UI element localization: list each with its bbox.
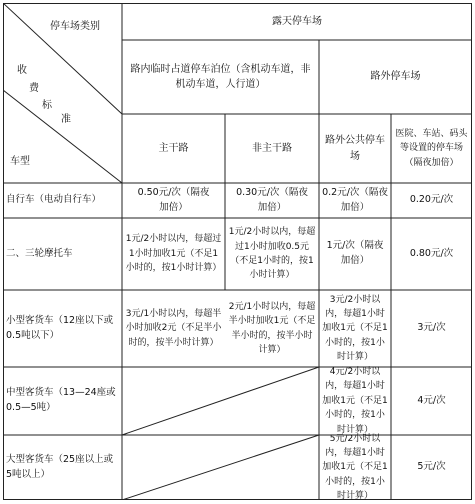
- header-special-lot: 医院、车站、码头等设置的停车场（隔夜加倍）: [395, 128, 468, 168]
- corner-fee-char-2: 费: [29, 83, 39, 94]
- row-large-vehicle-public: 5元/2小时以内，每超1小时加收1元（不足1小时的，按1小时计算）: [322, 433, 388, 502]
- corner-fee-char-3: 标: [42, 100, 52, 111]
- header-outdoor-lot: 露天停车场: [272, 15, 322, 27]
- merged-diagonal-medium: [122, 367, 319, 435]
- header-non-main-road: 非主干路: [252, 142, 292, 154]
- row-bicycle-nonmain: 0.30元/次（隔夜加倍）: [236, 186, 308, 213]
- row-motorcycle-nonmain: 1元/2小时以内，每超过1小时加收0.5元（不足1小时的，按1小时计算）: [228, 227, 316, 281]
- row-small-vehicle-special: 3元/次: [417, 322, 446, 334]
- row-small-vehicle-public: 3元/2小时以内，每超1小时加收1元（不足1小时的，按1小时计算）: [322, 294, 388, 363]
- row-medium-vehicle-special: 4元/次: [417, 394, 446, 406]
- corner-category-label: 停车场类别: [50, 21, 100, 32]
- row-medium-vehicle-public: 4元/2小时以内，每超1小时加收1元（不足1小时的，按1小时计算）: [322, 367, 388, 435]
- row-large-vehicle-special: 5元/次: [417, 461, 446, 473]
- fee-table: [3, 3, 472, 500]
- corner-fee-char-1: 收: [17, 65, 27, 76]
- row-motorcycle-main: 1元/2小时以内，每超过1小时加收1元（不足1小时的，按1小时计算）: [125, 234, 222, 274]
- header-public-lot: 路外公共停车场: [325, 135, 385, 162]
- header-roadside-parking: 路内临时占道停车泊位（含机动车道，非机动车道，人行道）: [130, 63, 311, 90]
- row-large-vehicle-type: 大型客货车（25座以上或5吨以上）: [6, 453, 114, 480]
- merged-diagonal-large: [122, 435, 319, 500]
- header-offroad-parking: 路外停车场: [370, 71, 421, 83]
- row-bicycle-main: 0.50元/次（隔夜加倍）: [137, 186, 210, 213]
- header-main-road: 主干路: [158, 142, 189, 154]
- row-motorcycle-type: 二、三轮摩托车: [6, 247, 73, 259]
- row-bicycle-type: 自行车（电动自行车）: [6, 194, 102, 206]
- row-bicycle-public: 0.2元/次（隔夜加倍）: [322, 186, 388, 213]
- row-small-vehicle-type: 小型客货车（12座以下或0.5吨以下）: [6, 314, 114, 341]
- corner-fee-char-4: 准: [61, 114, 71, 125]
- corner-vehicle-label: 车型: [10, 156, 30, 167]
- row-medium-vehicle-type: 中型客货车（13—24座或0.5—5吨）: [6, 387, 116, 413]
- row-bicycle-special: 0.20元/次: [409, 194, 454, 206]
- row-small-vehicle-main: 3元/1小时以内，每超半小时加收2元（不足半小时的，按半小时计算）: [125, 308, 222, 348]
- row-motorcycle-special: 0.80元/次: [409, 247, 454, 259]
- corner-diagonal-2: [3, 90, 122, 183]
- row-small-vehicle-nonmain: 2元/1小时以内，每超半小时加收1元（不足半小时的，按半小时计算）: [228, 301, 316, 355]
- row-motorcycle-public: 1元/次（隔夜加倍）: [326, 240, 384, 266]
